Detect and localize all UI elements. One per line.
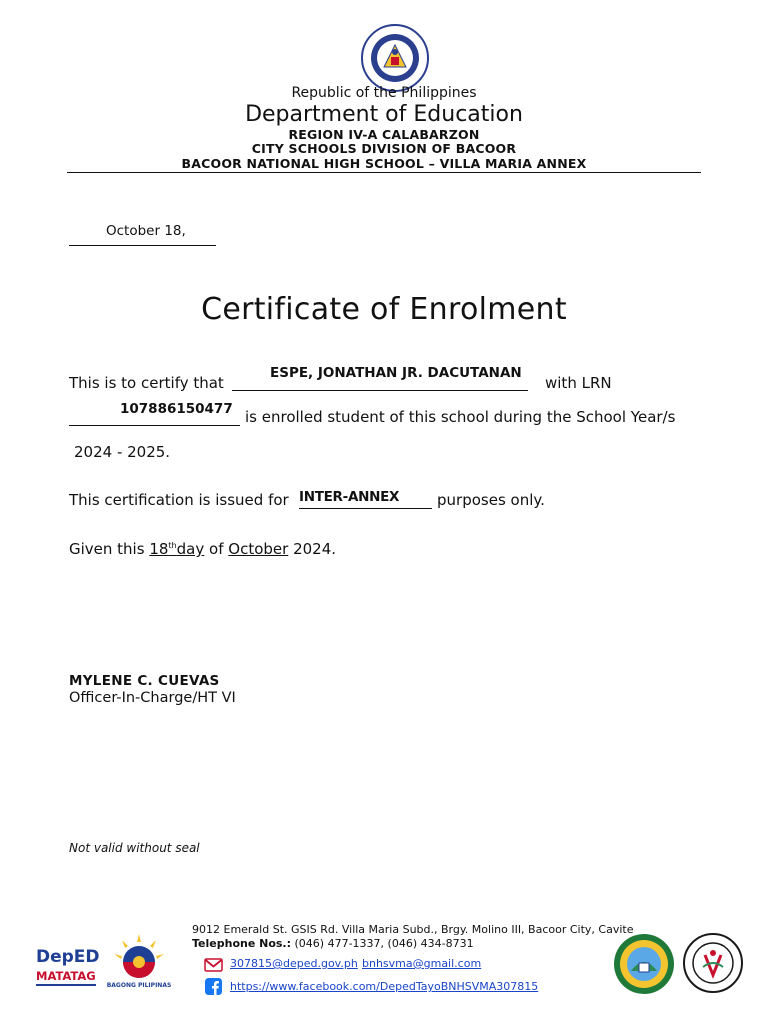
- validity-note: Not valid without seal: [69, 841, 200, 855]
- lrn-underline: [69, 425, 240, 426]
- purpose-value: INTER-ANNEX: [299, 489, 400, 505]
- of-word: of: [209, 540, 224, 558]
- matatag-logo-text: MATATAG: [36, 969, 96, 983]
- school-year: 2024 - 2025.: [74, 443, 171, 461]
- email-link-deped[interactable]: 307815@deped.gov.ph: [230, 957, 358, 970]
- republic-heading: Republic of the Philippines: [291, 85, 477, 101]
- given-year: 2024.: [293, 540, 337, 558]
- phone-numbers: (046) 477-1337, (046) 434-8731: [291, 937, 474, 950]
- division-heading: CITY SCHOOLS DIVISION OF BACOOR: [251, 141, 517, 156]
- signatory-name: MYLENE C. CUEVAS: [69, 673, 220, 689]
- date-underline: [69, 245, 216, 246]
- facebook-link[interactable]: https://www.facebook.com/DepedTayoBNHSVMA307815: [230, 980, 539, 993]
- deped-logo-text: DepED: [36, 947, 100, 967]
- mail-icon: [204, 958, 223, 972]
- region-heading: REGION IV-A CALABARZON: [288, 127, 480, 142]
- day-number: 18: [149, 540, 169, 558]
- issued-prefix: This certification is issued for: [69, 491, 289, 509]
- deped-matatag-logo-icon: [34, 940, 100, 990]
- signatory-position: Officer-In-Charge/HT VI: [69, 690, 236, 706]
- student-name: ESPE, JONATHAN JR. DACUTANAN: [270, 365, 522, 381]
- deped-seal-icon: [360, 23, 430, 93]
- given-day: [149, 540, 204, 558]
- facebook-icon: [205, 978, 222, 995]
- issued-suffix: purposes only.: [437, 491, 545, 509]
- bagong-pilipinas-text: BAGONG PILIPINAS: [106, 982, 172, 989]
- department-heading: Department of Education: [245, 102, 523, 127]
- enrolled-text: is enrolled student of this school during the School Year/s: [245, 408, 676, 426]
- division-seal-icon: [613, 933, 675, 995]
- day-word: day: [176, 540, 205, 558]
- purpose-underline: [299, 508, 432, 509]
- school-heading: BACOOR NATIONAL HIGH SCHOOL – VILLA MARIA ANNEX: [181, 156, 587, 171]
- given-line: [69, 540, 336, 558]
- given-prefix: Given this: [69, 540, 145, 558]
- lrn-value: 107886150477: [120, 401, 233, 417]
- email-link-gmail[interactable]: bnhsvma@gmail.com: [362, 957, 482, 970]
- school-seal-icon: [683, 933, 743, 993]
- header-divider: [67, 172, 701, 173]
- issue-date: October 18,: [106, 223, 186, 239]
- footer-address: 9012 Emerald St. GSIS Rd. Villa Maria Subd., Brgy. Molino III, Bacoor City, Cavite: [192, 923, 634, 936]
- student-name-underline: [232, 390, 528, 391]
- phone-label: Telephone Nos.:: [192, 937, 292, 950]
- certificate-title: Certificate of Enrolment: [201, 292, 567, 327]
- with-lrn-label: with LRN: [545, 374, 612, 392]
- day-suffix: th: [168, 541, 177, 550]
- given-month: October: [228, 540, 289, 558]
- certify-prefix: This is to certify that: [69, 374, 224, 392]
- bagong-pilipinas-logo-icon: [106, 932, 172, 990]
- footer-phones: [192, 937, 474, 950]
